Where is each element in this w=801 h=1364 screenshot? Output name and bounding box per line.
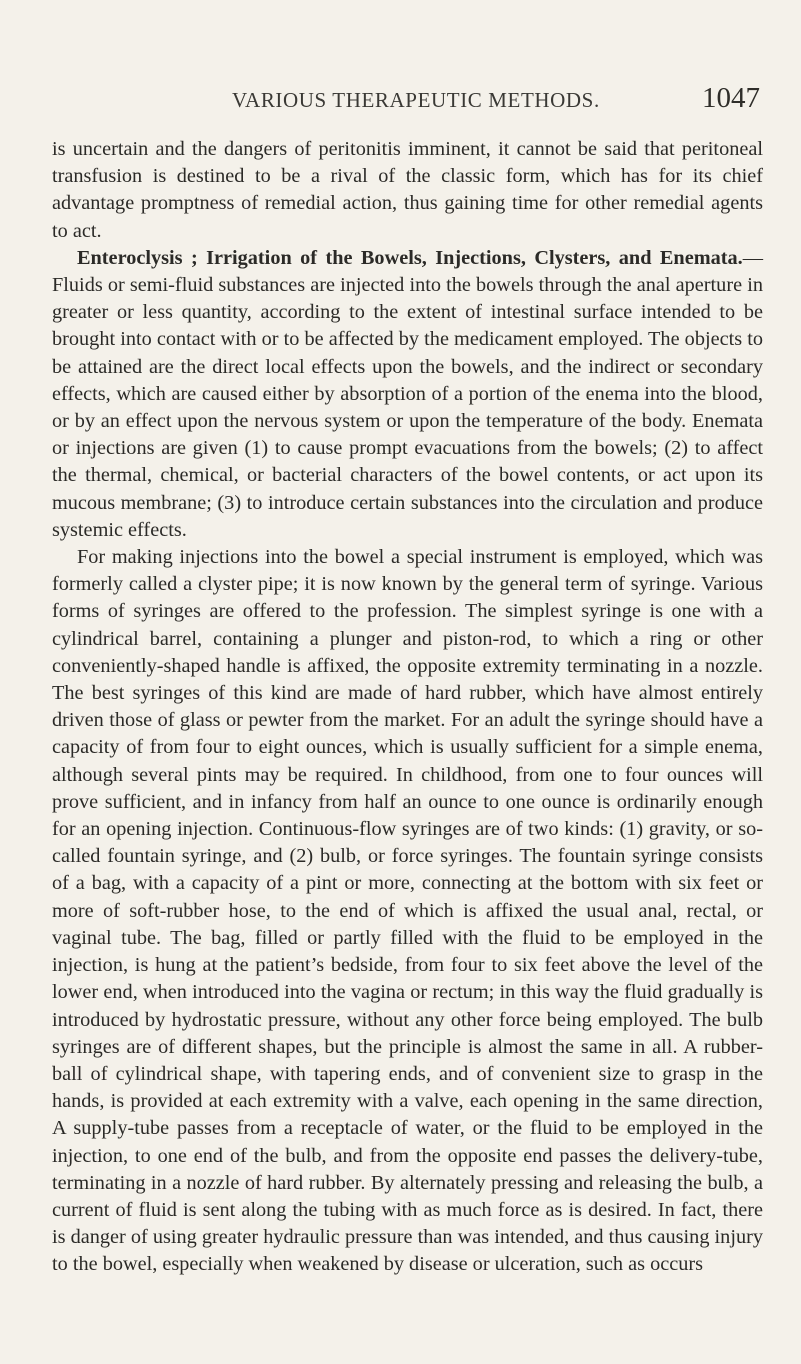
paragraph-text: For making injections into the bowel a special instrument is employed, which was formerly called a clyster pipe; it is now known by the general term of syringe. Various forms of syringes are offered to the profession. The simplest syringe is one with a cylindrical barrel, containing a plunger and piston-rod, to which a ring or other conveniently-shaped handle is affixed, the opposite extremity terminating in a nozzle. The best syringes of this kind are made of hard rubber, which have almost entirely driven those of glass or pewter from the market. For an adult the syringe should have a capacity of from four to eight ounces, which is usually sufficient for a simple enema, although several pints may be required. In childhood, from one to four ounces will prove sufficient, and in infancy from half an ounce to one ounce is ordinarily enough for an opening injection. Continuous-flow syringes are of two kinds: (1) gravity, or so-called fountain syringe, and (2) bulb, or force syringes. The fountain syringe consists of a bag, with a capacity of a pint or more, connecting at the bottom with six feet or more of soft-rubber hose, to the end of which is affixed the usual anal, rectal, or vaginal tube. The bag, filled or partly filled with the fluid to be employed in the injection, is hung at the patient’s bedside, from four to six feet above the level of the lower end, when introduced into the vagina or rectum; in this way the fluid gradually is introduced by hydrostatic pressure, without any other force being employed. The bulb syringes are of different shapes, but the principle is almost the same in all. A rubber-ball of cylindrical shape, with tapering ends, and of convenient size to grasp in the hands, is provided at each extremity with a valve, each opening in the same direction, A supply-tube passes from a receptacle of water, or the fluid to be employed in the injection, to one end of the bulb, and from the opposite end passes the delivery-tube, terminating in a nozzle of hard rubber. By alternately pressing and releasing the bulb, a current of fluid is sent along the tubing with as much force as is desired. In fact, there is danger of using greater hydraulic pressure than was intended, and thus causing injury to the bowel, especially when weakened by disease or ulceration, such as occurs: [52, 546, 763, 1276]
paragraph-text: —Fluids or semi-fluid substances are injected into the bowels through the anal aperture in greater or less quantity, according to the extent of intestinal surface intended to be brought into contact with or to be affected by the medicament employed. The objects to be attained are the direct local effects upon the bowels, and the indirect or secondary effects, which are caused either by absorption of a portion of the enema into the blood, or by an effect upon the nervous system or upon the temperature of the body. Enemata or injections are given (1) to cause prompt evacuations from the bowels; (2) to affect the thermal, chemical, or bacterial characters of the bowel contents, or act upon its mucous membrane; (3) to introduce certain substances into the circulation and produce systemic effects.: [52, 246, 763, 541]
running-head: [52, 78, 762, 118]
paragraph-continuation: [52, 136, 763, 245]
body-text: [52, 136, 763, 1279]
paragraph-enteroclysis: [52, 245, 763, 544]
paragraph-text: is uncertain and the dangers of peritonitis imminent, it cannot be said that peritoneal transfusion is destined to be a rival of the classic form, which has for its chief advantage promptness of remedial action, thus gaining time for other remedial agents to act.: [52, 138, 763, 242]
paragraph-syringes: [52, 544, 763, 1278]
section-heading: Enteroclysis ; Irrigation of the Bowels, Injections, Clysters, and Enemata.: [77, 246, 743, 269]
running-title: VARIOUS THERAPEUTIC METHODS.: [232, 88, 600, 112]
page-number: 1047: [702, 82, 760, 114]
